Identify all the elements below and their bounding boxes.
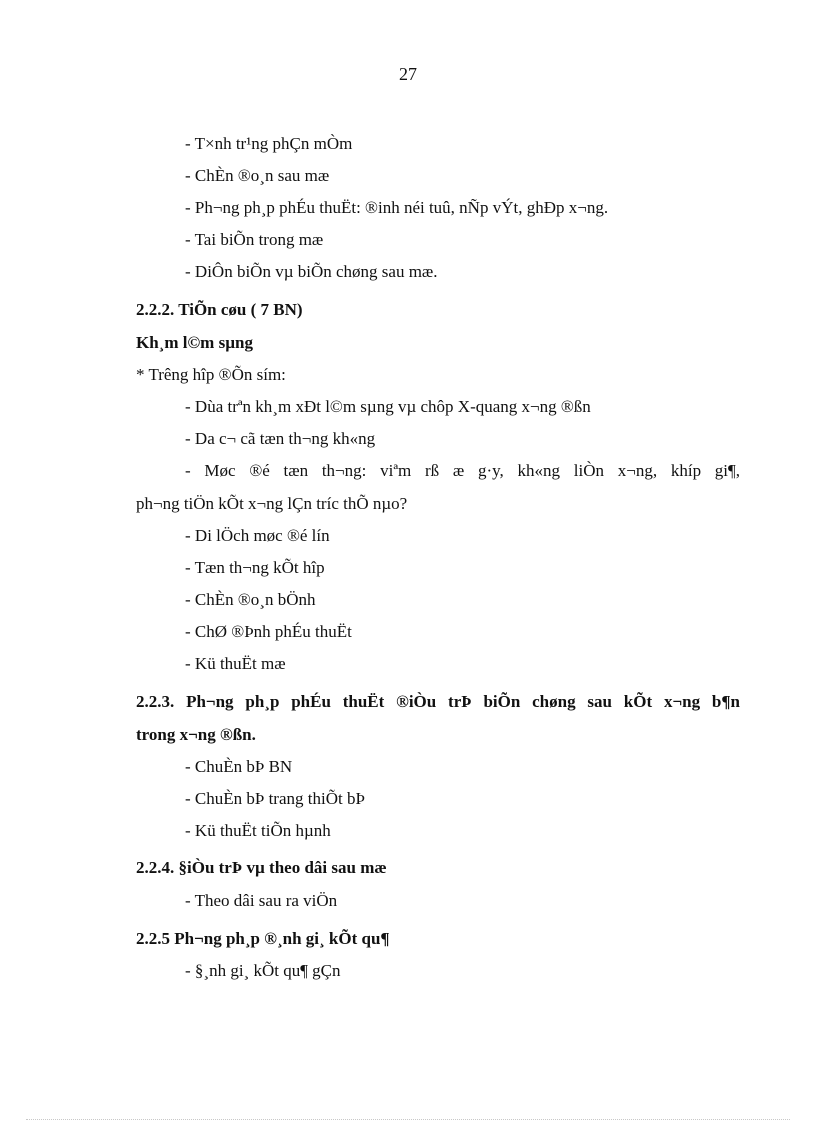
list-item: - Dùa trªn kh¸m xÐt l©m sµng vµ chôp X-quang x¬ng ®ßn [185,397,591,416]
section-heading: 2.2.3. Ph¬ng ph¸p phÉu thuËt ®iÒu trÞ biÕn chøng sau kÕt x¬ng b¶n [136,692,740,711]
page-border-dots [26,1119,790,1120]
list-item: - T×nh tr¹ng phÇn mÒm [185,134,353,153]
page-number: 27 [399,64,417,84]
section-heading: 2.2.5 Ph¬ng ph¸p ®¸nh gi¸ kÕt qu¶ [136,929,390,948]
list-item: - ChØ ®Þnh phÉu thuËt [185,622,352,641]
list-item: - ChÈn ®o¸n sau mæ [185,166,330,185]
list-item: - DiÔn biÕn vµ biÕn chøng sau mæ. [185,262,438,281]
section-heading-cont: trong x¬ng ®ßn. [136,725,256,744]
list-item: - Kü thuËt mæ [185,654,286,673]
paragraph-line: ph¬ng tiÖn kÕt x¬ng lÇn tríc thÕ nµo? [136,494,408,513]
paragraph-line: - Møc ®é tæn th¬ng: viªm rß æ g·y, kh«ng liÒn x¬ng, khíp gi¶, [185,461,740,480]
list-item: - Kü thuËt tiÕn hµnh [185,821,331,840]
list-item: - §¸nh gi¸ kÕt qu¶ gÇn [185,961,341,980]
section-heading: 2.2.2. TiÕn cøu ( 7 BN) [136,300,303,319]
list-item: - Ph¬ng ph¸p phÉu thuËt: ®inh néi tuû, nÑp vÝt, ghÐp x¬ng. [185,198,609,217]
list-item: - ChÈn ®o¸n bÖnh [185,590,316,609]
section-heading: 2.2.4. §iÒu trÞ vµ theo dâi sau mæ [136,858,387,877]
list-item: * Trêng hîp ®Õn sím: [136,365,286,384]
list-item: - Di lÖch møc ®é lín [185,526,330,545]
list-item: - ChuÈn bÞ BN [185,757,293,776]
subsection-heading: Kh¸m l©m sµng [136,333,253,352]
list-item: - Tæn th¬ng kÕt hîp [185,558,325,577]
list-item: - Theo dâi sau ra viÖn [185,891,338,910]
list-item: - ChuÈn bÞ trang thiÕt bÞ [185,789,365,808]
list-item: - Tai biÕn trong mæ [185,230,324,249]
list-item: - Da c¬ cã tæn th¬ng kh«ng [185,429,376,448]
